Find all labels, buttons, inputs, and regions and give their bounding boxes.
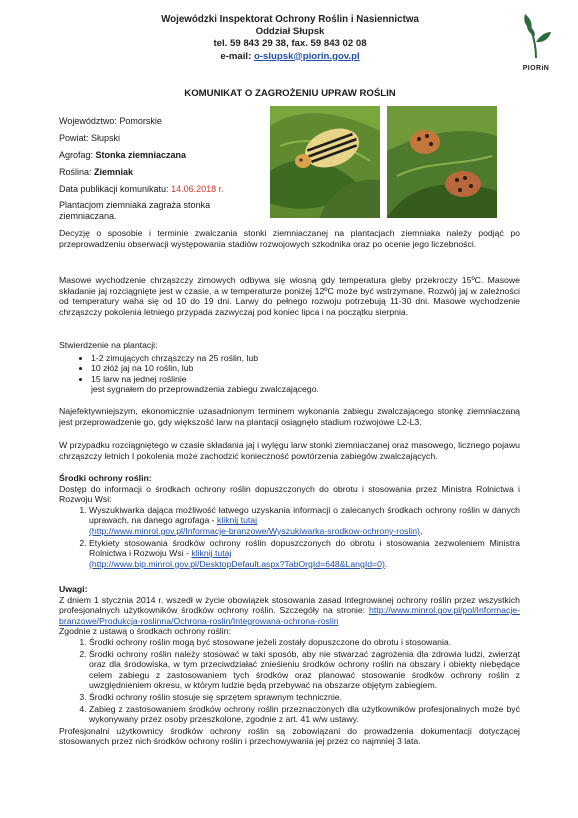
beetle-on-leaf-image <box>270 106 380 218</box>
meta-date <box>59 181 259 198</box>
logo-text: PIORiN <box>522 65 550 72</box>
threshold-item: • 15 larw na jednej roślinie <box>91 374 520 385</box>
srodki-item-text: Etykiety stosowania środków ochrony roślin dopuszczonych do obrotu i stosowania zezwoleniem Ministra Rolnictwa i Rozwoju Wsi - <box>89 537 520 559</box>
meta-agrofag <box>59 147 259 164</box>
region-value: Pomorskie <box>119 116 162 126</box>
punct: , <box>419 525 423 536</box>
header-block <box>100 14 480 63</box>
threshold-tail: jest sygnałem do przeprowadzenia zabiegu zwalczającego. <box>91 384 319 395</box>
piorin-logo <box>510 12 562 74</box>
punct: . <box>384 558 388 569</box>
date-value: 14.06.2018 r. <box>171 184 224 194</box>
repeat-paragraph: W przypadku rozciągniętego w czasie składania jaj i wylęgu larw stonki ziemniaczanej oraz masowego, licznego pojawu chrząszczy letnich I pokolenia może zachodzić konieczność powtórzenia zabiegów zwalczających. <box>59 440 520 461</box>
click-here-link[interactable]: kliknij tutaj <box>191 548 232 559</box>
srodki-list <box>59 505 520 570</box>
contact-email-row <box>100 51 480 63</box>
branch-name: Oddział Słupsk <box>255 26 325 38</box>
meta-region <box>59 113 259 130</box>
county-value: Słupski <box>91 133 121 143</box>
uwagi-text <box>59 595 520 627</box>
uwagi-section <box>59 584 520 747</box>
srodki-heading: Środki ochrony roślin: <box>59 473 152 483</box>
decision-paragraph: Decyzję o sposobie i terminie zwalczania stonki ziemniaczanej na plantacjach ziemniaka należy podjąć po przeprowadzeniu obserwacji występowania stadiów rozwojowych szkodnika oraz po ocenie jego liczebności. <box>59 228 520 249</box>
threat-text: Plantacjom ziemniaka zagraża stonka ziemniaczana. <box>59 200 211 221</box>
threshold-item: • 1-2 zimujących chrząszczy na 25 roślin, lub <box>91 353 520 364</box>
threshold-block <box>59 340 520 395</box>
srodki-item-text: Wyszukiwarka dająca możliwość łatwego uzyskania informacji o zalecanych środkach ochrony roślin w danych uprawach, na danego agrofaga - <box>89 504 520 526</box>
threshold-item: • 10 złóż jaj na 10 roślin, lub <box>91 363 520 374</box>
ipm-link[interactable]: http://www.minrol.gov.pl/pol/Informacje-branzowe/Produkcja-roslinna/Ochrona-roslin/Integrowana-ochrona-roslin <box>59 605 520 626</box>
url-link[interactable]: (http://www.minrol.gov.pl/Informacje-branzowe/Wyszukiwarka-srodkow-ochrony-roslin) <box>89 525 420 536</box>
timing-paragraph: Najefektywniejszym, ekonomicznie uzasadnionym terminem wykonania zabiegu zwalczającego stonkę ziemniaczaną jest przeprowadzenie go, gdy większość larw na plantacji osiągnęło stadium rozwojowe L2-L3. <box>59 406 520 427</box>
ustawa-item: 3. Środki ochrony roślin stosuje się sprzętem sprawnym technicznie. <box>89 692 520 703</box>
threshold-list <box>59 353 520 385</box>
page-title: KOMUNIKAT O ZAGROŻENIU UPRAW ROŚLIN <box>184 88 396 99</box>
uwagi-body: Z dniem 1 stycznia 2014 r. wszedł w życie obowiązek stosowania zasad integrowanej ochrony roślin przez wszystkich profesjonalnych użytkowników środków ochrony roślin. Szczegóły na stronie: <box>59 594 520 616</box>
ustawa-item: 1. Środki ochrony roślin mogą być stosowane jeżeli zostały dopuszczone do obrotu i stosowania. <box>89 637 520 648</box>
date-label: Data publikacji komunikatu: <box>59 184 172 194</box>
development-paragraph: Masowe wychodzenie chrząszczy zimowych odbywa się wiosną gdy temperatura gleby przekroczy 15ºC. Masowe składanie jaj rozciągnięte jest w czasie, a w temperaturze poniżej 12ºC może być wstrzymane. Rozwój jaj w zależności od temperatury waha się od 10 do 19 dni. Larwy do pełnego rozwoju potrzebują 11-30 dni. Masowe wychodzenie chrząszczy pokolenia letniego przypada zazwyczaj pod koniec lipca i na początku sierpnia. <box>59 275 520 317</box>
email-link[interactable]: o-slupsk@piorin.gov.pl <box>253 50 360 62</box>
meta-info <box>59 113 259 222</box>
ustawa-list <box>59 637 520 725</box>
meta-plant <box>59 164 259 181</box>
photo-beetle-larvae <box>387 106 497 218</box>
email-label: e-mail: <box>220 50 254 62</box>
larvae-on-leaf-image <box>387 106 497 218</box>
plant-emblem-icon <box>519 12 553 60</box>
region-label: Województwo: <box>59 116 120 126</box>
contact-phone: tel. 59 843 29 38, fax. 59 843 02 08 <box>213 38 367 50</box>
plant-label: Roślina: <box>59 167 95 177</box>
srodki-section <box>59 473 520 570</box>
meta-county <box>59 130 259 147</box>
agrofag-value: Stonka ziemniaczana <box>95 150 187 160</box>
org-name: Wojewódzki Inspektorat Ochrony Roślin i Nasiennictwa <box>161 14 419 25</box>
final-paragraph: Profesjonalni użytkownicy środków ochrony roślin są zobowiązani do prowadzenia dokumentacji dotyczącej stosowanych przez nich środków ochrony roślin i przechowywania jej przez co najmniej 3 lata. <box>59 725 520 747</box>
plant-value: Ziemniak <box>94 167 134 177</box>
threshold-intro: Stwierdzenie na plantacji: <box>59 340 158 350</box>
srodki-item-labels <box>89 538 520 570</box>
ustawa-item: 4. Zabieg z zastosowaniem środków ochrony roślin przeznaczonych dla użytkowników profesjonalnych może być wykonywany przez osoby przeszkolone, zgodnie z art. 41 w/w ustawy. <box>89 704 520 725</box>
srodki-item-search <box>89 505 520 537</box>
photo-colorado-beetle <box>270 106 380 218</box>
agrofag-label: Agrofag: <box>59 150 96 160</box>
srodki-intro: Dostęp do informacji o środkach ochrony roślin dopuszczonych do obrotu i stosowania przez Ministra Rolnictwa i Rozwoju Wsi: <box>59 483 520 505</box>
ustawa-item: 2. Środki ochrony roślin należy stosować w taki sposób, aby nie stwarzać zagrożenia dla zdrowia ludzi, zwierząt oraz dla środowiska, w tym przeciwdziałać znieśieniu środków ochrony roślin na obszary i obiekty niebędące celem zabiegu z zastosowaniem tych środków oraz planować stosowanie środków ochrony roślin z uwzględnieniem okresu, w którym ludzie będą przebywać na obszarze objętym zabiegiem. <box>89 649 520 691</box>
url-link[interactable]: (http://www.bip.minrol.gov.pl/DesktopDefault.aspx?TabOrgId=648&LangId=0) <box>89 558 385 569</box>
county-label: Powiat: <box>59 133 92 143</box>
click-here-link[interactable]: kliknij tutaj <box>217 515 258 526</box>
ustawa-intro: Zgodnie z ustawą o środkach ochrony roślin: <box>59 626 231 637</box>
uwagi-heading: Uwagi: <box>59 584 88 594</box>
